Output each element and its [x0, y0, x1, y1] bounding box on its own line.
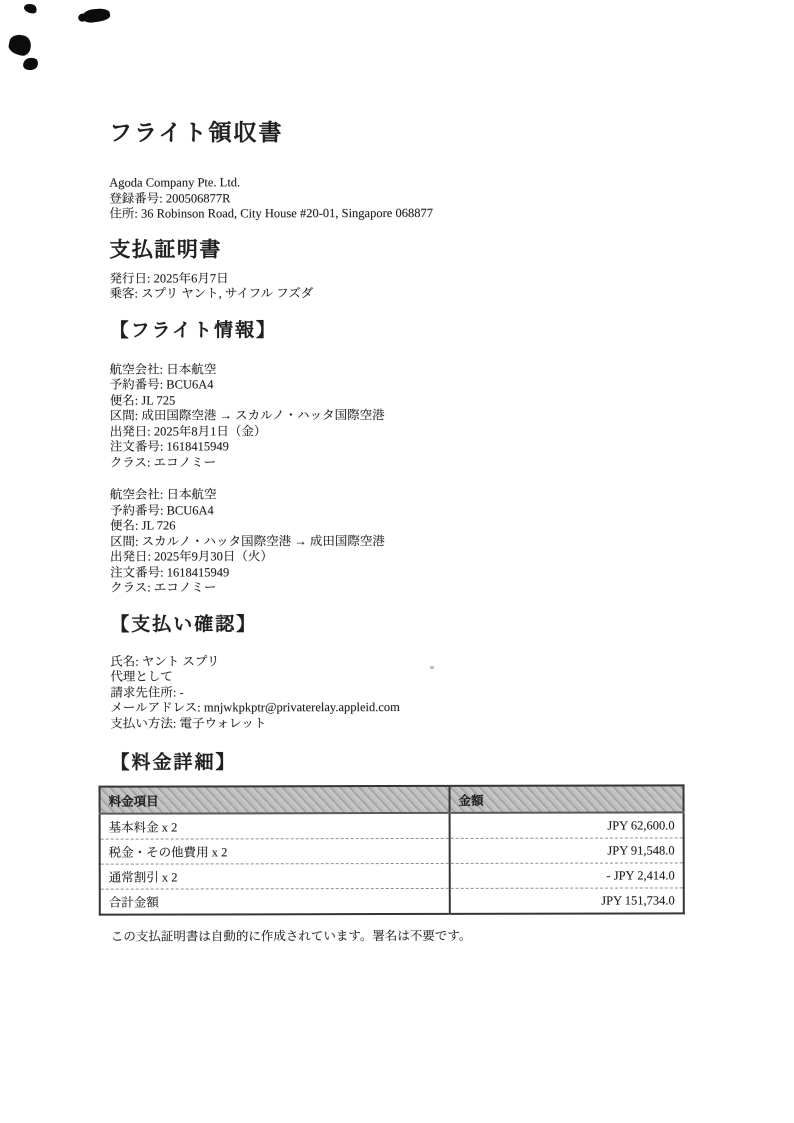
route: 区間: 成田国際空港 → スカルノ・ハッタ国際空港	[109, 408, 385, 423]
fee-table	[99, 784, 685, 915]
certificate-meta	[109, 270, 709, 302]
company-name: Agoda Company Pte. Ltd.	[109, 175, 241, 190]
fee-table-body	[100, 812, 684, 914]
fee-table-header-row	[100, 785, 684, 813]
document-content	[109, 117, 711, 944]
table-row	[100, 812, 684, 839]
cabin-class: クラス: エコノミー	[110, 580, 217, 595]
table-row	[100, 863, 684, 889]
fee-table-header-item: 料金項目	[100, 786, 450, 814]
passenger-names: 乗客: スプリ ヤント, サイフル フズダ	[109, 286, 314, 301]
booking-number: 予約番号: BCU6A4	[109, 502, 214, 518]
fee-details-heading: 【料金詳細】	[110, 752, 237, 774]
fee-item: 税金・その他費用 x 2	[100, 838, 450, 864]
flight-details-return	[110, 486, 710, 596]
departure-date: 出発日: 2025年8月1日（金）	[109, 423, 267, 439]
company-registration: 登録番号: 200506877R	[109, 190, 231, 206]
company-info	[109, 174, 709, 222]
route: 区間: スカルノ・ハッタ国際空港 → 成田国際空港	[110, 533, 385, 549]
on-behalf-note: 代理として	[110, 669, 173, 684]
scan-artifact-blob	[22, 57, 39, 71]
airline: 航空会社: 日本航空	[109, 361, 217, 377]
cabin-class: クラス: エコノミー	[109, 454, 217, 470]
fee-item: 通常割引 x 2	[100, 863, 450, 889]
payment-method: 支払い方法: 電子ウォレット	[110, 715, 267, 731]
payer-name: 氏名: ヤント スプリ	[110, 653, 220, 669]
flight-info-heading: 【フライト情報】	[109, 319, 278, 342]
order-number: 注文番号: 1618415949	[109, 439, 229, 454]
table-row-total	[100, 888, 684, 915]
flight-number: 便名: JL 725	[109, 392, 176, 408]
scan-artifact-blob	[7, 33, 33, 57]
certificate-heading: 支払証明書	[109, 236, 222, 262]
fee-amount-total: JPY 151,734.0	[450, 888, 684, 914]
scan-artifact-blob	[81, 7, 110, 23]
fee-item-total: 合計金額	[100, 888, 450, 914]
flight-details-outbound	[110, 361, 710, 471]
booking-number: 予約番号: BCU6A4	[109, 377, 214, 392]
payment-details	[110, 653, 710, 732]
billing-address: 請求先住所: -	[110, 684, 184, 700]
airline: 航空会社: 日本航空	[109, 487, 217, 502]
auto-generated-note: この支払証明書は自動的に作成されています。署名は不要です。	[110, 928, 472, 944]
table-row	[100, 838, 684, 864]
fee-table-head	[100, 785, 684, 813]
fee-amount: JPY 62,600.0	[449, 812, 683, 838]
payment-confirmation-heading: 【支払い確認】	[110, 613, 258, 636]
company-address: 住所: 36 Robinson Road, City House #20-01, Singapore 068877	[109, 205, 433, 221]
issue-date: 発行日: 2025年6月7日	[109, 270, 229, 286]
fee-amount: - JPY 2,414.0	[450, 863, 684, 888]
page-title: フライト領収書	[109, 120, 284, 146]
fee-item: 基本料金 x 2	[108, 820, 178, 835]
departure-date: 出発日: 2025年9月30日（火）	[110, 549, 273, 564]
fee-amount: JPY 91,548.0	[450, 838, 684, 863]
scan-artifact-blob	[23, 2, 38, 15]
order-number: 注文番号: 1618415949	[110, 564, 230, 580]
fee-table-header-amount: 金額	[449, 785, 683, 812]
flight-number: 便名: JL 726	[109, 518, 176, 533]
email-address: メールアドレス: mnjwkpkptr@privaterelay.appleid.com	[110, 700, 400, 715]
